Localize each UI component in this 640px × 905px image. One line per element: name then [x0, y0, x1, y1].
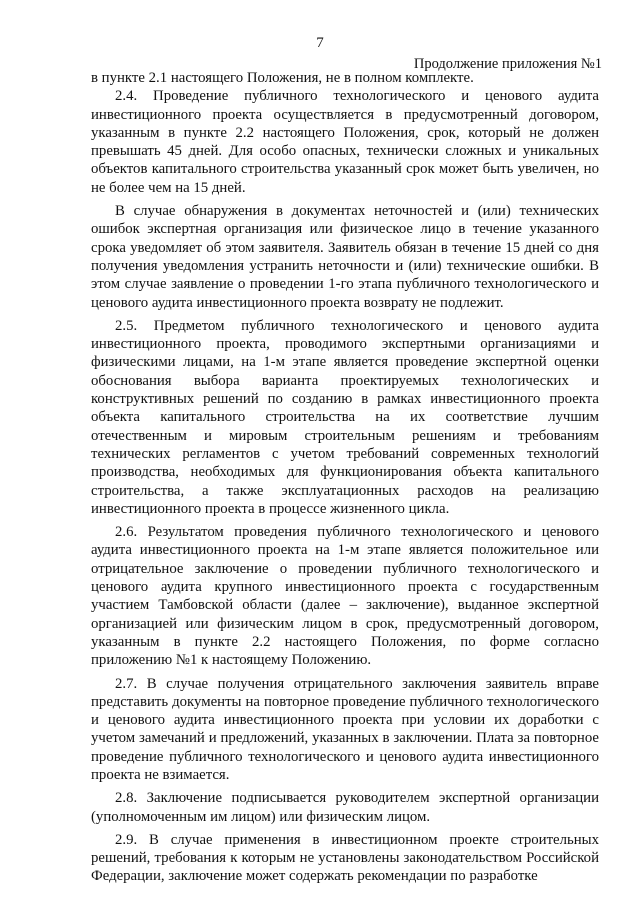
paragraph-2-6: 2.6. Результатом проведения публичного технологического и ценового аудита инвестиционного проекта на 1-м этапе является положительное или отрицательное заключение о проведении публичного технологического и ценового аудита крупного инвестиционного проекта с государственным участием Тамбовской области (далее – заключение), выданное экспертной организацией или физическим лицом в срок, предусмотренный договором, указанным в пункте 2.2 настоящего Положения, по форме согласно приложению №1 к настоящему Положению. [91, 524, 599, 669]
page-number: 7 [316, 35, 324, 51]
paragraph-2-4-errors: В случае обнаружения в документах неточностей и (или) технических ошибок экспертная организация или физическое лицо в течение указанного срока уведомляет об этом заявителя. Заявитель обязан в течение 15 дней со дня получения уведомления устранить неточности и (или) технические ошибки. В этом случае заявление о проведении 1-го этапа публичного технологического и ценового аудита инвестиционного проекта возврату не подлежит. [91, 203, 599, 311]
paragraph-2-4: 2.4. Проведение публичного технологического и ценового аудита инвестиционного проекта осуществляется в предусмотренный договором, указанным в пункте 2.2 настоящего Положения, срок, который не должен превышать 45 дней. Для особо опасных, технически сложных и уникальных объектов капитального строительства указанный срок может быть увеличен, но не более чем на 15 дней. [91, 88, 599, 196]
paragraph-2-9: 2.9. В случае применения в инвестиционном проекте строительных решений, требования к которым не установлены законодательством Российской Федерации, заключение может содержать рекомендации по разработке [91, 831, 599, 885]
document-body [91, 69, 599, 886]
appendix-continuation-note: Продолжение приложения №1 [413, 56, 602, 72]
paragraph-2-8: 2.8. Заключение подписывается руководителем экспертной организации (уполномоченным им лицом) или физическим лицом. [91, 790, 599, 825]
paragraph-continuation: в пункте 2.1 настоящего Положения, не в полном комплекте. [91, 70, 474, 86]
paragraph-2-7: 2.7. В случае получения отрицательного заключения заявитель вправе представить документы на повторное проведение публичного технологического и ценового аудита инвестиционного проекта при условии их доработки с учетом замечаний и предложений, указанных в заключении. Плата за повторное проведение публичного технологического и ценового аудита инвестиционного проекта не взимается. [91, 675, 599, 783]
paragraph-2-5: 2.5. Предметом публичного технологического и ценового аудита инвестиционного проекта, проводимого экспертными организациями и физическими лицами, на 1-м этапе является проведение экспертной оценки обоснования выбора варианта проектируемых технологических и конструктивных решений по созданию в рамках инвестиционного проекта объекта капитального строительства на их соответствие лучшим отечественным и мировым строительным решениям и требованиям технических регламентов с учетом требований современных технологий производства, необходимых для функционирования объекта капитального строительства, а также эксплуатационных расходов на реализацию инвестиционного проекта в процессе жизненного цикла. [91, 317, 599, 517]
